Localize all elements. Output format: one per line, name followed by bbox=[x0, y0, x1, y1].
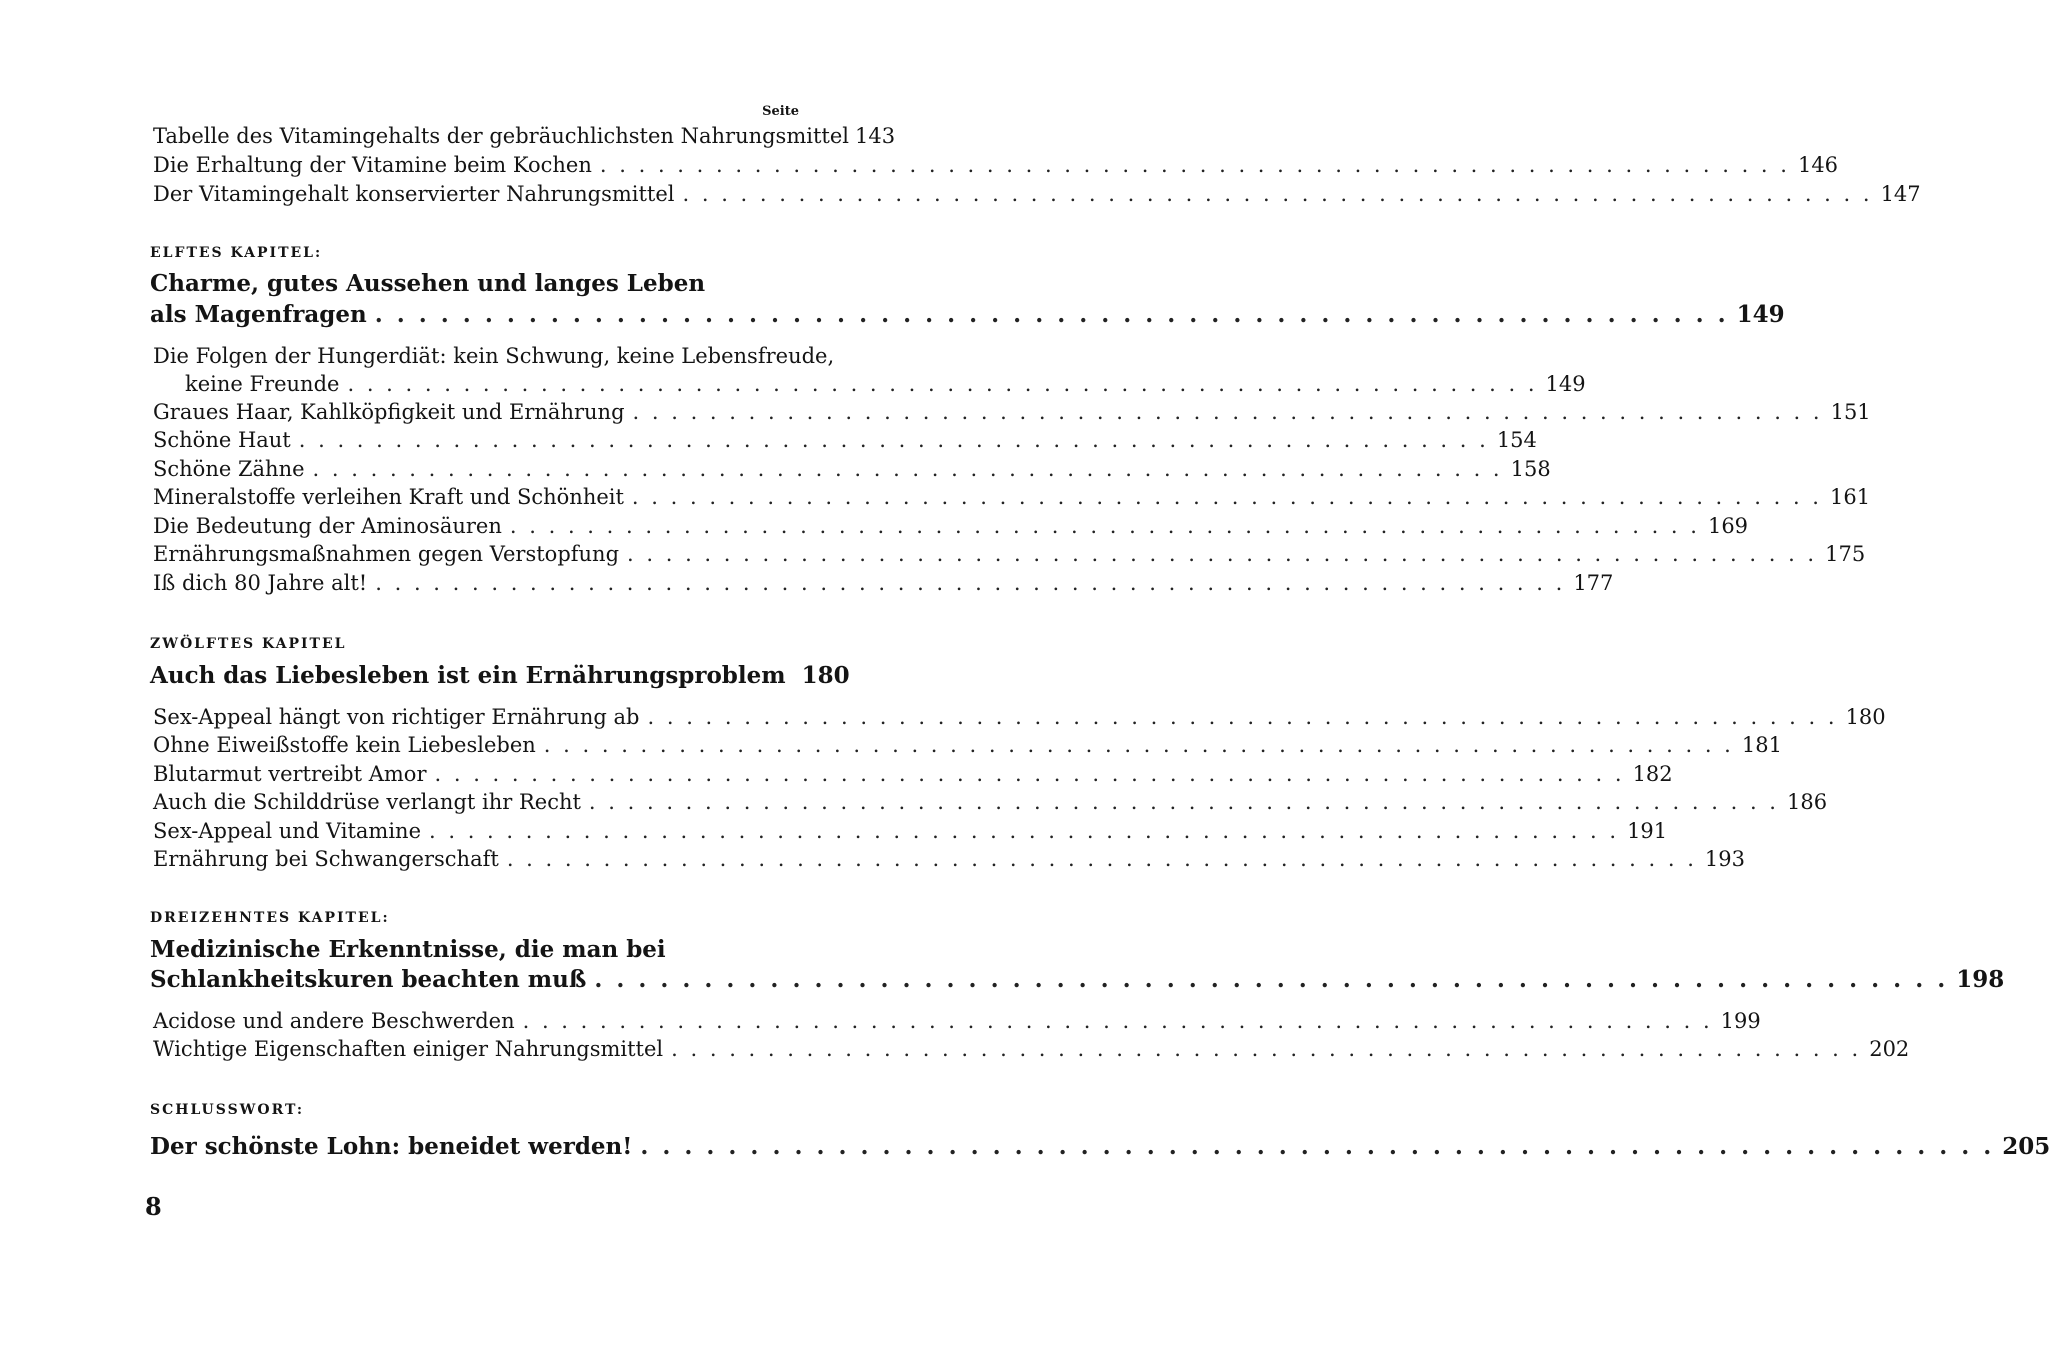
entry-page: 205 bbox=[2002, 1133, 2050, 1160]
leader-dots bbox=[671, 1035, 1861, 1063]
leader-dots bbox=[510, 512, 1700, 540]
toc-entry bbox=[153, 703, 1886, 731]
toc-entry bbox=[153, 180, 1921, 208]
toc-entry bbox=[153, 540, 1866, 568]
entry-title: Ernährungsmaßnahmen gegen Verstopfung bbox=[153, 542, 620, 566]
entry-title: Iß dich 80 Jahre alt! bbox=[153, 571, 368, 595]
toc-entry bbox=[153, 426, 1537, 454]
chapter-title-row bbox=[150, 662, 850, 690]
chapter-title: Der schönste Lohn: beneidet werden! bbox=[150, 1133, 633, 1160]
entry-page: 143 bbox=[854, 124, 896, 148]
entry-page: 151 bbox=[1830, 400, 1871, 424]
entry-title: Sex-Appeal hängt von richtiger Ernährung ab bbox=[153, 705, 640, 729]
entry-title: Ohne Eiweißstoffe kein Liebesleben bbox=[153, 733, 536, 757]
toc-entry bbox=[153, 788, 1828, 816]
chapter-title: als Magenfragen bbox=[150, 301, 367, 328]
entry-title: Sex-Appeal und Vitamine bbox=[153, 819, 421, 843]
entry-title: Graues Haar, Kahlköpfigkeit und Ernährung bbox=[153, 400, 625, 424]
toc-entry bbox=[153, 151, 1839, 179]
entry-title: Der Vitamingehalt konservierter Nahrungsmittel bbox=[153, 182, 675, 206]
leader-dots bbox=[313, 455, 1503, 483]
entry-page: 182 bbox=[1632, 762, 1673, 786]
entry-page: 149 bbox=[1736, 301, 1785, 328]
entry-page: 193 bbox=[1704, 847, 1745, 871]
entry-title: keine Freunde bbox=[185, 372, 340, 396]
toc-entry bbox=[153, 398, 1871, 426]
leader-dots bbox=[544, 731, 1734, 759]
chapter-title-row bbox=[150, 966, 2005, 994]
chapter-title: Auch das Liebesleben ist ein Ernährungsproblem bbox=[150, 662, 786, 689]
chapter-label: ZWÖLFTES KAPITEL bbox=[150, 636, 347, 652]
chapter-title: Schlankheitskuren beachten muß bbox=[150, 966, 587, 993]
chapter-title: Medizinische Erkenntnisse, die man bei bbox=[150, 936, 666, 963]
entry-page: 177 bbox=[1573, 571, 1614, 595]
entry-page: 191 bbox=[1627, 819, 1668, 843]
entry-title: Mineralstoffe verleihen Kraft und Schönheit bbox=[153, 485, 624, 509]
entry-page: 202 bbox=[1869, 1037, 1910, 1061]
chapter-label: DREIZEHNTES KAPITEL: bbox=[150, 910, 390, 926]
leader-dots bbox=[683, 180, 1873, 208]
entry-title: Schöne Zähne bbox=[153, 457, 305, 481]
toc-entry bbox=[153, 845, 1745, 873]
leader-dots bbox=[594, 966, 1948, 994]
leader-dots bbox=[375, 569, 1565, 597]
entry-page: 149 bbox=[1545, 372, 1586, 396]
leader-dots bbox=[435, 760, 1625, 788]
entry-page: 181 bbox=[1741, 733, 1782, 757]
entry-title: Tabelle des Vitamingehalts der gebräuchlichsten Nahrungsmittel bbox=[153, 124, 849, 148]
toc-entry bbox=[153, 483, 1871, 511]
toc-entry bbox=[153, 569, 1614, 597]
entry-title: Auch die Schilddrüse verlangt ihr Recht bbox=[153, 790, 581, 814]
leader-dots bbox=[347, 370, 1537, 398]
entry-page: 169 bbox=[1707, 514, 1749, 538]
leader-dots bbox=[633, 398, 1823, 426]
page-number: 8 bbox=[145, 1192, 162, 1221]
entry-title: Acidose und andere Beschwerden bbox=[153, 1009, 515, 1033]
chapter-label: ELFTES KAPITEL: bbox=[150, 245, 323, 261]
entry-page: 186 bbox=[1786, 790, 1828, 814]
leader-dots bbox=[600, 151, 1790, 179]
leader-dots bbox=[299, 426, 1489, 454]
toc-entry bbox=[185, 370, 1586, 398]
leader-dots bbox=[523, 1007, 1713, 1035]
chapter-label: SCHLUSSWORT: bbox=[150, 1102, 305, 1118]
chapter-title-row bbox=[150, 1133, 2050, 1161]
entry-page: 180 bbox=[801, 662, 850, 689]
chapter-title: Charme, gutes Aussehen und langes Leben bbox=[150, 270, 706, 297]
entry-page: 161 bbox=[1829, 485, 1871, 509]
entry-title: Blutarmut vertreibt Amor bbox=[153, 762, 427, 786]
entry-page: 175 bbox=[1825, 542, 1866, 566]
entry-page: 199 bbox=[1720, 1009, 1761, 1033]
toc-entry bbox=[153, 122, 896, 150]
entry-page: 146 bbox=[1797, 153, 1839, 177]
leader-dots bbox=[507, 845, 1697, 873]
toc-entry bbox=[153, 455, 1551, 483]
entry-title: Die Erhaltung der Vitamine beim Kochen bbox=[153, 153, 592, 177]
leader-dots bbox=[632, 483, 1822, 511]
entry-title: Schöne Haut bbox=[153, 428, 291, 452]
toc-entry bbox=[153, 817, 1668, 845]
leader-dots bbox=[640, 1133, 1994, 1161]
leader-dots bbox=[429, 817, 1619, 845]
entry-title: Die Bedeutung der Aminosäuren bbox=[153, 514, 502, 538]
entry-page: 147 bbox=[1880, 182, 1921, 206]
entry-title: Wichtige Eigenschaften einiger Nahrungsmittel bbox=[153, 1037, 664, 1061]
entry-title: Ernährung bei Schwangerschaft bbox=[153, 847, 499, 871]
toc-entry bbox=[153, 512, 1749, 540]
seite-label: Seite bbox=[762, 104, 799, 119]
entry-page: 154 bbox=[1496, 428, 1537, 452]
leader-dots bbox=[375, 301, 1729, 329]
chapter-title-row bbox=[150, 301, 1785, 329]
leader-dots bbox=[648, 703, 1838, 731]
toc-entry bbox=[153, 731, 1782, 759]
leader-dots bbox=[589, 788, 1779, 816]
toc-entry bbox=[153, 1007, 1761, 1035]
toc-entry: Die Folgen der Hungerdiät: kein Schwung, keine Lebensfreude, bbox=[153, 344, 835, 368]
entry-page: 158 bbox=[1510, 457, 1551, 481]
toc-entry bbox=[153, 760, 1673, 788]
entry-page: 198 bbox=[1956, 966, 2005, 993]
toc-entry bbox=[153, 1035, 1910, 1063]
leader-dots bbox=[627, 540, 1817, 568]
entry-page: 180 bbox=[1845, 705, 1886, 729]
